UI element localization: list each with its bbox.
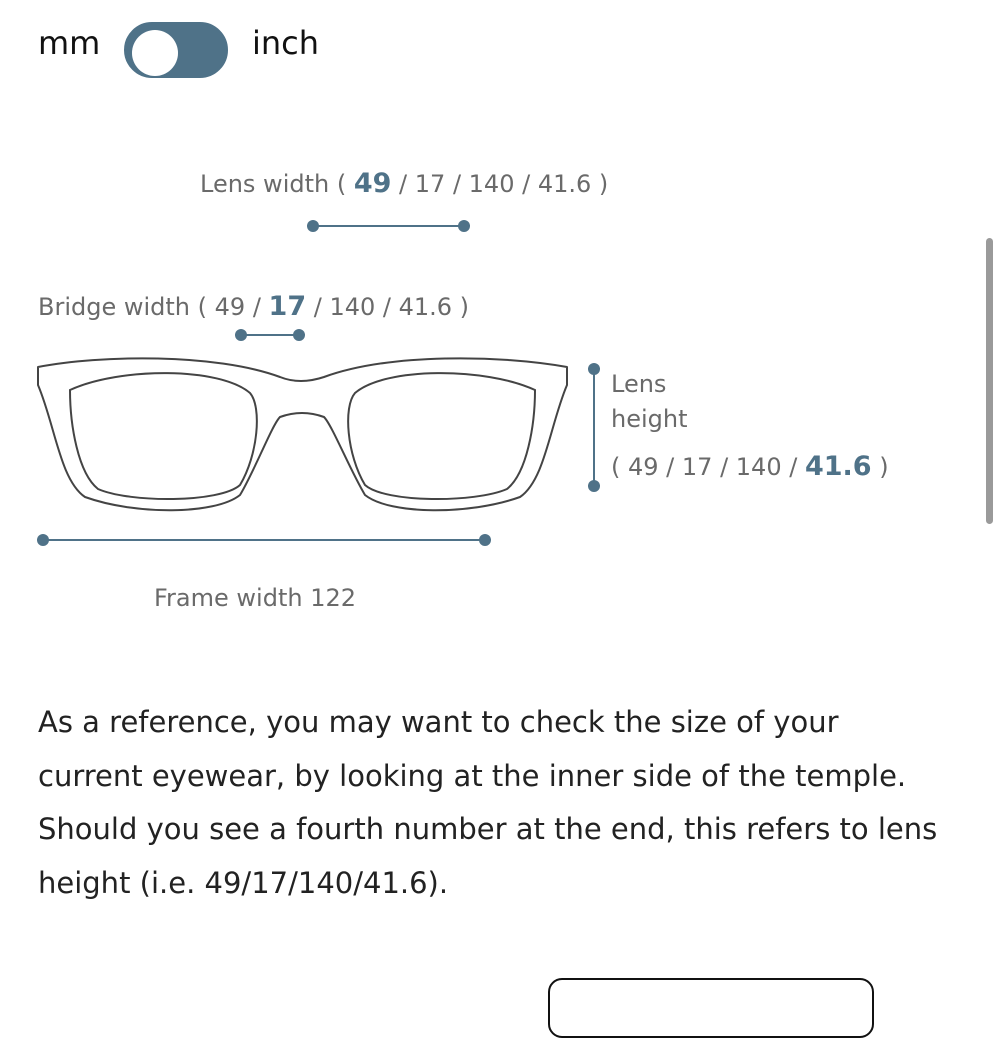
lens-height-bottom-dot (588, 480, 600, 492)
bridge-width-line (240, 334, 298, 336)
reference-paragraph: As a reference, you may want to check the size of your current eyewear, by looking at the inner side of the temple. Should you see a fourth number at the end, this refers to lens height (i.e. 49/17/140/41.6). (38, 705, 938, 900)
lens-height-line (593, 368, 595, 486)
action-button[interactable] (548, 978, 874, 1038)
unit-toggle-switch[interactable] (124, 22, 228, 78)
lens-width-line (312, 225, 464, 227)
lens-width-highlight: 49 (353, 168, 392, 199)
lens-height-values: ( 49 / 17 / 140 / 41.6 ) (611, 451, 889, 482)
lens-height-title-line1: Lens (611, 370, 667, 398)
lens-height-highlight: 41.6 (804, 451, 872, 482)
frame-width-line (42, 539, 485, 541)
bridge-width-start-dot (235, 329, 247, 341)
lens-height-title-line2: height (611, 405, 688, 433)
bridge-width-end-dot (293, 329, 305, 341)
glasses-frame-icon (30, 345, 575, 515)
lens-width-end-dot (458, 220, 470, 232)
lens-width-start-dot (307, 220, 319, 232)
bridge-width-label: Bridge width ( 49 / 17 / 140 / 41.6 ) (38, 291, 470, 322)
frame-width-start-dot (37, 534, 49, 546)
unit-mm-label[interactable]: mm (38, 24, 101, 62)
lens-width-label: Lens width ( 49 / 17 / 140 / 41.6 ) (200, 168, 609, 199)
frame-width-label: Frame width 122 (154, 584, 356, 612)
bridge-width-highlight: 17 (268, 291, 307, 322)
unit-inch-label[interactable]: inch (252, 24, 320, 62)
lens-height-top-dot (588, 363, 600, 375)
scrollbar[interactable] (986, 238, 993, 524)
toggle-knob (132, 30, 178, 76)
frame-width-end-dot (479, 534, 491, 546)
